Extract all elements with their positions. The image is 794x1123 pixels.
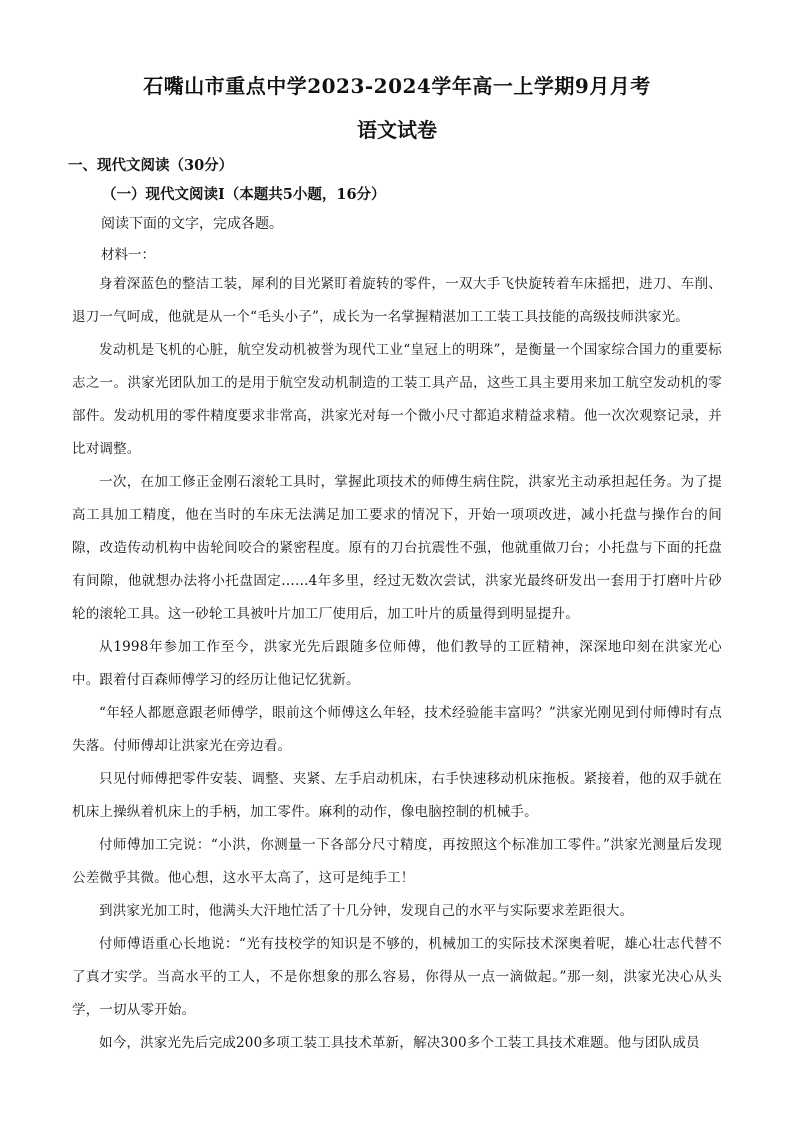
article-body xyxy=(72,268,722,1060)
paragraph: 如今，洪家光先后完成200多项工装工具技术革新，解决300多个工装工具技术难题。他与团队成员 xyxy=(99,1035,700,1051)
reading-instruction: 阅读下面的文字，完成各题。 xyxy=(101,216,283,232)
paragraph: 从1998年参加工作至今，洪家光先后跟随多位师傅，他们教导的工匠精神，深深地印刻在洪家光心中。跟着付百森师傅学习的经历让他记忆犹新。 xyxy=(72,639,722,688)
paragraph: 身着深蓝色的整洁工装，犀利的目光紧盯着旋转的零件，一双大手飞快旋转着车床摇把，进刀、车削、退刀一气呵成，他就是从一个“毛头小子”，成长为一名掌握精湛加工工装工具技能的高级技师洪家光。 xyxy=(72,276,722,325)
paragraph: 发动机是飞机的心脏，航空发动机被誉为现代工业“皇冠上的明珠”，是衡量一个国家综合国力的重要标志之一。洪家光团队加工的是用于航空发动机制造的工装工具产品，这些工具主要用来加工航空发动机的零部件。发动机用的零件精度要求非常高，洪家光对每一个微小尺寸都追求精益求精。他一次次观察记录，并比对调整。 xyxy=(72,342,722,457)
exam-title: 石嘴山市重点中学2023-2024学年高一上学期9月月考 xyxy=(143,74,651,98)
exam-subtitle: 语文试卷 xyxy=(357,118,437,142)
paragraph: 到洪家光加工时，他满头大汗地忙活了十几分钟，发现自己的水平与实际要求差距很大。 xyxy=(99,903,634,919)
paragraph: 一次，在加工修正金刚石滚轮工具时，掌握此项技术的师傅生病住院，洪家光主动承担起任务。为了提高工具加工精度，他在当时的车床无法满足加工要求的情况下，开始一项项改进，减小托盘与操作台的间隙，改造传动机构中齿轮间咬合的紧密程度。原有的刀台抗震性不强，他就重做刀台；小托盘与下面的托盘有间隙，他就想办法将小托盘固定……4年多里，经过无数次尝试，洪家光最终研发出一套用于打磨叶片砂轮的滚轮工具。这一砂轮工具被叶片加工厂使用后，加工叶片的质量得到明显提升。 xyxy=(72,474,722,622)
subsection-heading: （一）现代文阅读Ⅰ（本题共5小题，16分） xyxy=(102,186,386,203)
section-heading: 一、现代文阅读（30分） xyxy=(68,157,234,174)
paragraph: 付师傅加工完说：“小洪，你测量一下各部分尺寸精度，再按照这个标准加工零件。”洪家光测量后发现公差微乎其微。他心想，这水平太高了，这可是纯手工！ xyxy=(72,837,722,886)
material-label: 材料一： xyxy=(101,247,155,263)
paragraph: 只见付师傅把零件安装、调整、夹紧、左手启动机床，右手快速移动机床拖板。紧接着，他的双手就在机床上操纵着机床上的手柄，加工零件。麻利的动作，像电脑控制的机械手。 xyxy=(72,771,722,820)
paragraph: “年轻人都愿意跟老师傅学，眼前这个师傅这么年轻，技术经验能丰富吗？”洪家光刚见到付师傅时有点失落。付师傅却让洪家光在旁边看。 xyxy=(72,705,722,754)
paragraph: 付师傅语重心长地说：“光有技校学的知识是不够的，机械加工的实际技术深奥着呢，雄心壮志代替不了真才实学。当高水平的工人，不是你想象的那么容易，你得从一点一滴做起。”那一刻，洪家光决心从头学，一切从零开始。 xyxy=(72,936,722,1018)
